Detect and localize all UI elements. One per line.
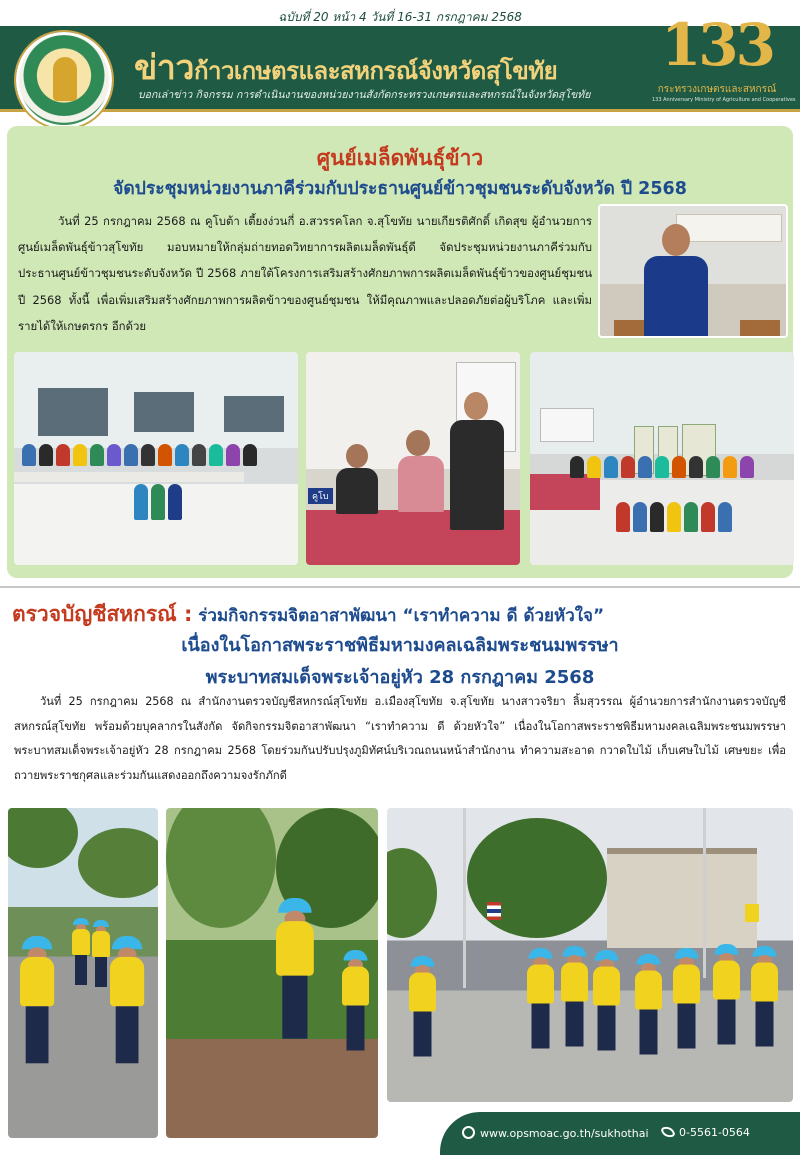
- footer-website-text: www.opsmoac.go.th/sukhothai: [480, 1127, 649, 1140]
- footer-contact-bar: [440, 1112, 800, 1155]
- footer-phone-text: 0-5561-0564: [679, 1126, 750, 1139]
- masthead-title-main: ข่าว: [134, 48, 194, 88]
- ministry-seal-logo: [16, 32, 112, 128]
- footer-phone[interactable]: [662, 1126, 750, 1139]
- article2-headline-line3: พระบาทสมเด็จพระเจ้าอยู่หัว 28 กรกฎาคม 2568: [205, 667, 595, 688]
- photo-presenter-table: [306, 352, 520, 565]
- article1-heading: ศูนย์เมล็ดพันธุ์ข้าว: [316, 146, 484, 170]
- article2-headline: [12, 598, 800, 631]
- footer-website[interactable]: [462, 1126, 649, 1140]
- masthead-subtitle: บอกเล่าข่าว กิจกรรม การดำเนินงานของหน่วยงานสังกัดกระทรวงเกษตรและสหกรณ์ในจังหวัดสุโขทัย: [138, 89, 591, 101]
- anniversary-ministry: กระทรวงเกษตรและสหกรณ์: [657, 84, 777, 95]
- photo-volunteers-garden: [166, 808, 378, 1138]
- photo-speaker-microphone: [598, 204, 788, 338]
- photo-meeting-room-audience: [14, 352, 298, 565]
- masthead-title-rest: ก้าวเกษตรและสหกรณ์จังหวัดสุโขทัย: [193, 56, 558, 85]
- anniversary-tagline: 133 Anniversary Ministry of Agriculture and Cooperatives: [652, 97, 796, 103]
- photo-volunteers-sweeping: [8, 808, 158, 1138]
- issue-line: ฉบับที่ 20 หน้า 4 วันที่ 16-31 กรกฎาคม 2568: [278, 10, 522, 24]
- article2-org: ตรวจบัญชีสหกรณ์ :: [12, 602, 193, 626]
- article1-body: วันที่ 25 กรกฎาคม 2568 ณ คูโบต้า เตี้ยงง่วนกี่ อ.สวรรคโลก จ.สุโขทัย นายเกียรติศักดิ์ เกิดสุข ผู้อำนวยการศูนย์เมล็ดพันธุ์ข้าวสุโขทัย มอบหมายให้กลุ่มถ่ายทอดวิทยาการผลิตเมล็ดพันธุ์ดี จัดประชุมหน่วยงานภาคีร่วมกับประธานศูนย์ข้าวชุมชนระดับจังหวัด ปี 2568 ภายใต้โครงการเสริมสร้างศักยภาพการผลิตเมล็ดพันธุ์ข้าวของศูนย์ชุมชน ปี 2568 ทั้งนี้ เพื่อเพิ่มเสริมสร้างศักยภาพการผลิตข้าวของศูนย์ชุมชน ให้มีคุณภาพและปลอดภัยต่อผู้บริโภค และเพิ่มรายได้ให้เกษตรกร อีกด้วย: [18, 214, 592, 333]
- globe-icon: [462, 1126, 475, 1139]
- article2-body: วันที่ 25 กรกฎาคม 2568 ณ สำนักงานตรวจบัญชีสหกรณ์สุโขทัย อ.เมืองสุโขทัย จ.สุโขทัย นางสาวจริยา ลิ้มสุวรรณ ผู้อำนวยการสำนักงานตรวจบัญชีสหกรณ์สุโขทัย พร้อมด้วยบุคลากรในสังกัด จัดกิจกรรมจิตอาสาพัฒนา “เราทำความ ดี ด้วยหัวใจ” เนื่องในโอกาสพระราชพิธีมหามงคลเฉลิมพระชนมพรรษาพระบาทสมเด็จพระเจ้าอยู่หัว 28 กรกฎาคม 2568 โดยร่วมกันปรับปรุงภูมิทัศน์บริเวณถนนหน้าสำนักงาน ทำความสะอาด กวาดใบไม้ เก็บเศษใบไม้ เศษขยะ เพื่อถวายพระราชกุศลและร่วมกันแสดงออกถึงความจงรักภักดี: [14, 695, 786, 782]
- photo-volunteers-office-front: [387, 808, 793, 1102]
- photo-sign: คูโบ: [308, 488, 333, 504]
- article1-subheading: จัดประชุมหน่วยงานภาคีร่วมกับประธานศูนย์ข้าวชุมชนระดับจังหวัด ปี 2568: [113, 179, 687, 199]
- section-divider: [0, 586, 800, 588]
- photo-meeting-room-wide: [530, 352, 794, 565]
- anniversary-number: 133: [660, 11, 774, 79]
- article2-headline-text: ร่วมกิจกรรมจิตอาสาพัฒนา “เราทำความ ดี ด้วยหัวใจ”: [198, 606, 605, 626]
- anniversary-logo: [652, 4, 796, 103]
- article2-headline-line2: เนื่องในโอกาสพระราชพิธีมหามงคลเฉลิมพระชนมพรรษา: [181, 635, 619, 656]
- phone-icon: [660, 1124, 675, 1139]
